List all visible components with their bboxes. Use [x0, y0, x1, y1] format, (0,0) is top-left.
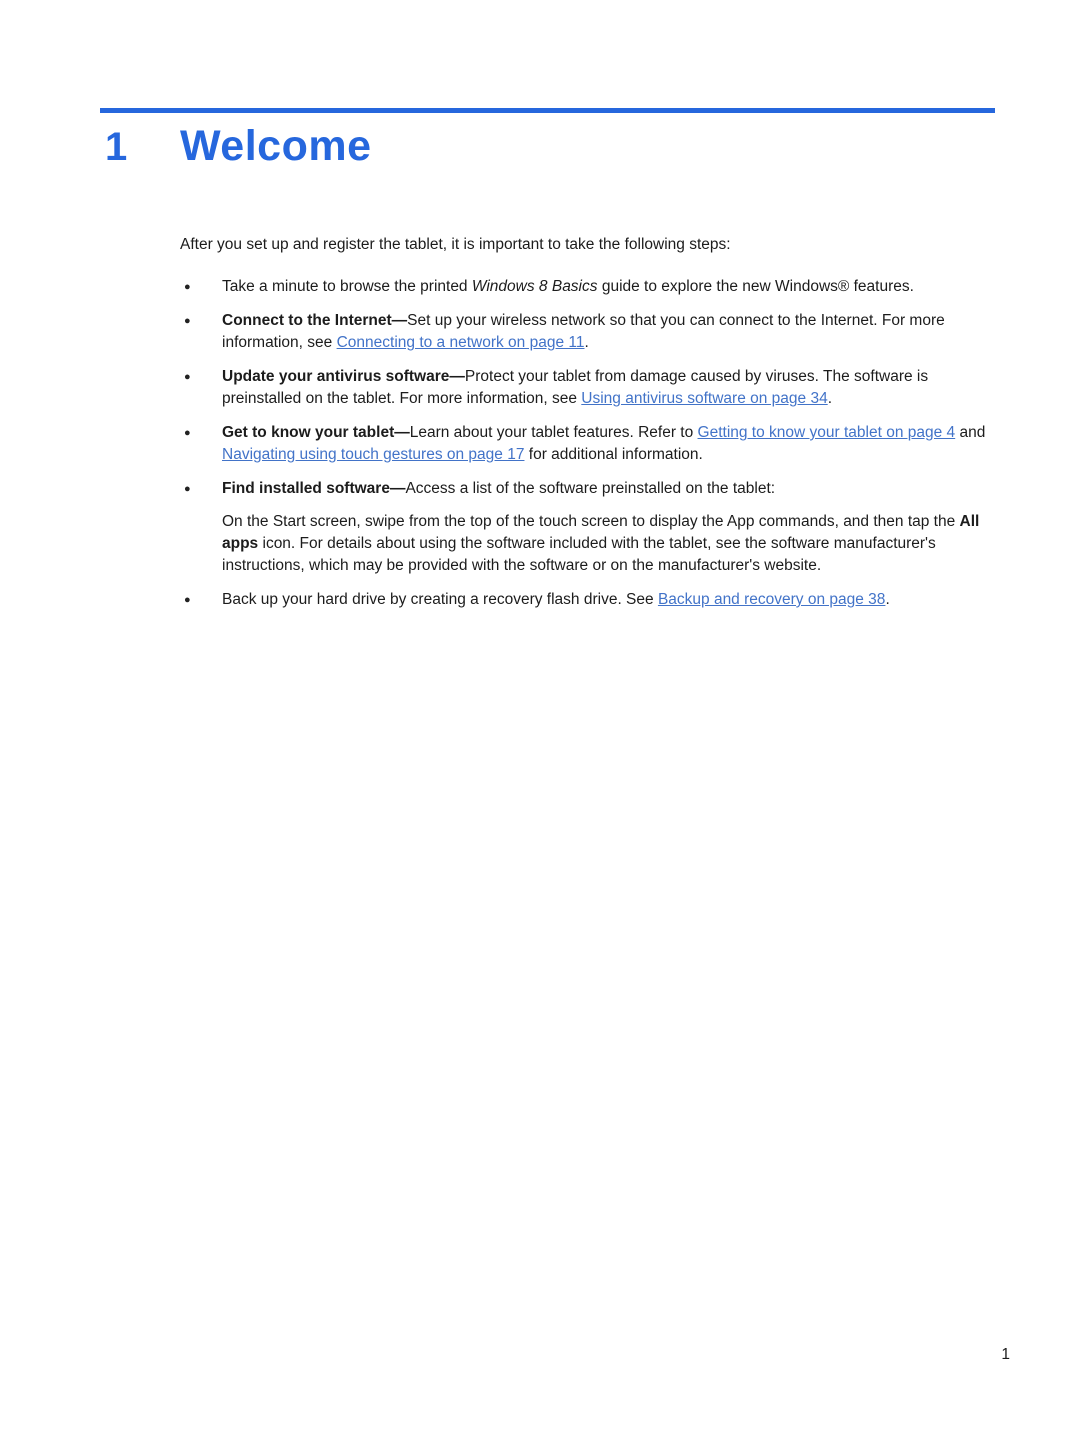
chapter-title: Welcome [180, 122, 372, 170]
chapter-heading [105, 122, 372, 171]
text-segment: Set up your wireless network so that you can connect to the Internet. For more information, see [222, 312, 945, 351]
chapter-divider-rule [100, 108, 995, 113]
bullet-icon: ● [184, 594, 191, 606]
list-item-text [222, 310, 992, 354]
doc-link[interactable]: Backup and recovery on page 38 [657, 591, 886, 608]
text-segment: Protect your tablet from damage caused by viruses. The software is preinstalled on the tablet. For more information, see [222, 368, 929, 407]
text-segment: Update your antivirus software— [222, 368, 465, 385]
bullet-icon: ● [184, 371, 191, 383]
list-item-text [222, 422, 992, 466]
bullet-icon: ● [184, 427, 191, 439]
list-item [180, 276, 992, 298]
text-segment: guide to explore the new Windows® features. [597, 278, 914, 295]
list-item-text [222, 589, 992, 611]
text-segment: Access a list of the software preinstalled on the tablet: [405, 480, 776, 497]
doc-link[interactable]: Connecting to a network on page 11 [336, 334, 585, 351]
bullet-list [180, 276, 992, 611]
text-segment: icon. For details about using the software included with the tablet, see the software manufacturer's instructions, which may be provided with the software or on the manufacturer's website. [222, 535, 936, 574]
list-item [180, 589, 992, 611]
list-item-text [222, 366, 992, 410]
chapter-number: 1 [105, 125, 128, 169]
text-segment: Take a minute to browse the printed [222, 278, 472, 295]
list-item-subparagraph [222, 511, 992, 577]
list-item [180, 310, 992, 354]
bullet-icon: ● [184, 315, 191, 327]
list-item [180, 422, 992, 466]
list-item [180, 366, 992, 410]
text-segment: for additional information. [524, 446, 703, 463]
list-item [180, 478, 992, 577]
text-segment: . [885, 591, 890, 608]
text-segment: Learn about your tablet features. Refer to [409, 424, 698, 441]
page-content [180, 234, 992, 623]
text-segment: Get to know your tablet— [222, 424, 410, 441]
page-number: 1 [1001, 1346, 1010, 1363]
doc-link[interactable]: Using antivirus software on page 34 [581, 390, 828, 407]
text-segment: . [584, 334, 589, 351]
bullet-icon: ● [184, 281, 191, 293]
text-segment: Windows 8 Basics [471, 278, 598, 295]
text-segment: On the Start screen, swipe from the top of the touch screen to display the App commands, and then tap the [222, 513, 960, 530]
intro-paragraph: After you set up and register the tablet, it is important to take the following steps: [180, 236, 731, 253]
list-item-text [222, 478, 992, 500]
text-segment: Back up your hard drive by creating a recovery flash drive. See [222, 591, 658, 608]
doc-link[interactable]: Getting to know your tablet on page 4 [697, 424, 956, 441]
text-segment: and [955, 424, 986, 441]
text-segment: Find installed software— [222, 480, 406, 497]
bullet-icon: ● [184, 483, 191, 495]
text-segment: . [827, 390, 833, 407]
text-segment: Connect to the Internet— [222, 312, 408, 329]
doc-link[interactable]: Navigating using touch gestures on page 17 [222, 446, 525, 463]
list-item-text [222, 276, 992, 298]
text-segment: All apps [222, 513, 980, 552]
